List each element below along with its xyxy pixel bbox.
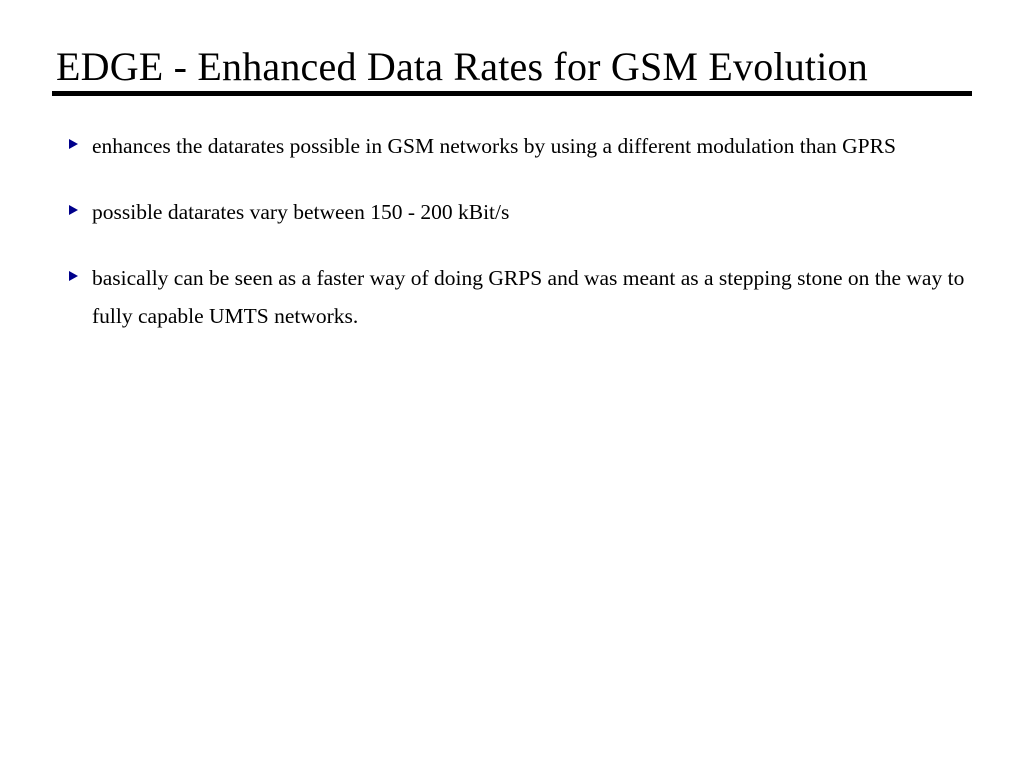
list-item — [64, 127, 976, 165]
list-item-text: possible datarates vary between 150 - 200 kBit/s — [92, 200, 510, 224]
list-item-text: basically can be seen as a faster way of doing GRPS and was meant as a stepping stone on the way to fully capable UMTS networks. — [92, 266, 965, 328]
page-title: EDGE - Enhanced Data Rates for GSM Evolution — [56, 44, 868, 89]
list-item-text: enhances the datarates possible in GSM networks by using a different modulation than GPRS — [92, 134, 896, 158]
list-item — [64, 193, 976, 231]
list-item — [64, 259, 976, 335]
triangle-bullet-icon — [69, 205, 78, 215]
triangle-bullet-icon — [69, 139, 78, 149]
triangle-bullet-icon — [69, 271, 78, 281]
title-underline-rule — [52, 91, 972, 96]
bullet-list — [64, 127, 976, 363]
